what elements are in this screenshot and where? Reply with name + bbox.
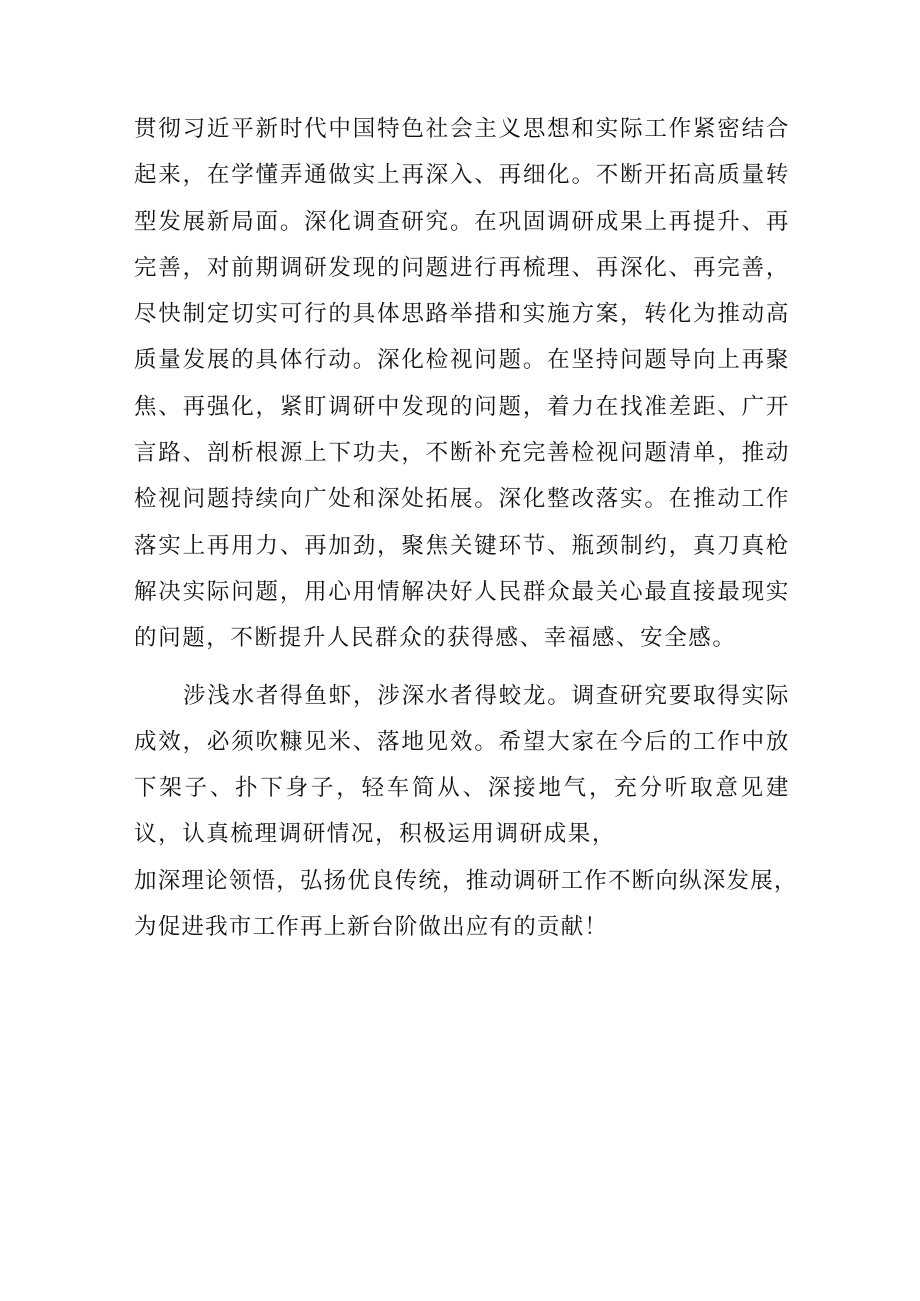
document-body [134, 106, 798, 950]
closing-line-1: 加深理论领悟，弘扬优良传统，推动调研工作不断向纵深发展， [134, 867, 798, 894]
paragraph-deepening-work: 贯彻习近平新时代中国特色社会主义思想和实际工作紧密结合起来，在学懂弄通做实上再深入、再细化。不断开拓高质量转型发展新局面。深化调查研究。在巩固调研成果上再提升、再完善，对前期调研发现的问题进行再梳理、再深化、再完善，尽快制定切实可行的具体思路举措和实施方案，转化为推动高质量发展的具体行动。深化检视问题。在坚持问题导向上再聚焦、再强化，紧盯调研中发现的问题，着力在找准差距、广开言路、剖析根源上下功夫，不断补充完善检视问题清单，推动检视问题持续向广处和深处拓展。深化整改落实。在推动工作落实上再用力、再加劲，聚焦关键环节、瓶颈制约，真刀真枪解决实际问题，用心用情解决好人民群众最关心最直接最现实的问题，不断提升人民群众的获得感、幸福感、安全感。 [134, 116, 790, 652]
closing-line-2: 为促进我市工作再上新台阶做出应有的贡献！ [134, 914, 609, 941]
paragraph-investigation-effect: 涉浅水者得鱼虾，涉深水者得蛟龙。调查研究要取得实际成效，必须吹糠见米、落地见效。希望大家在今后的工作中放下架子、扑下身子，轻车简从、深接地气，充分听取意见建议，认真梳理调研情况，积极运用调研成果， [134, 682, 790, 848]
